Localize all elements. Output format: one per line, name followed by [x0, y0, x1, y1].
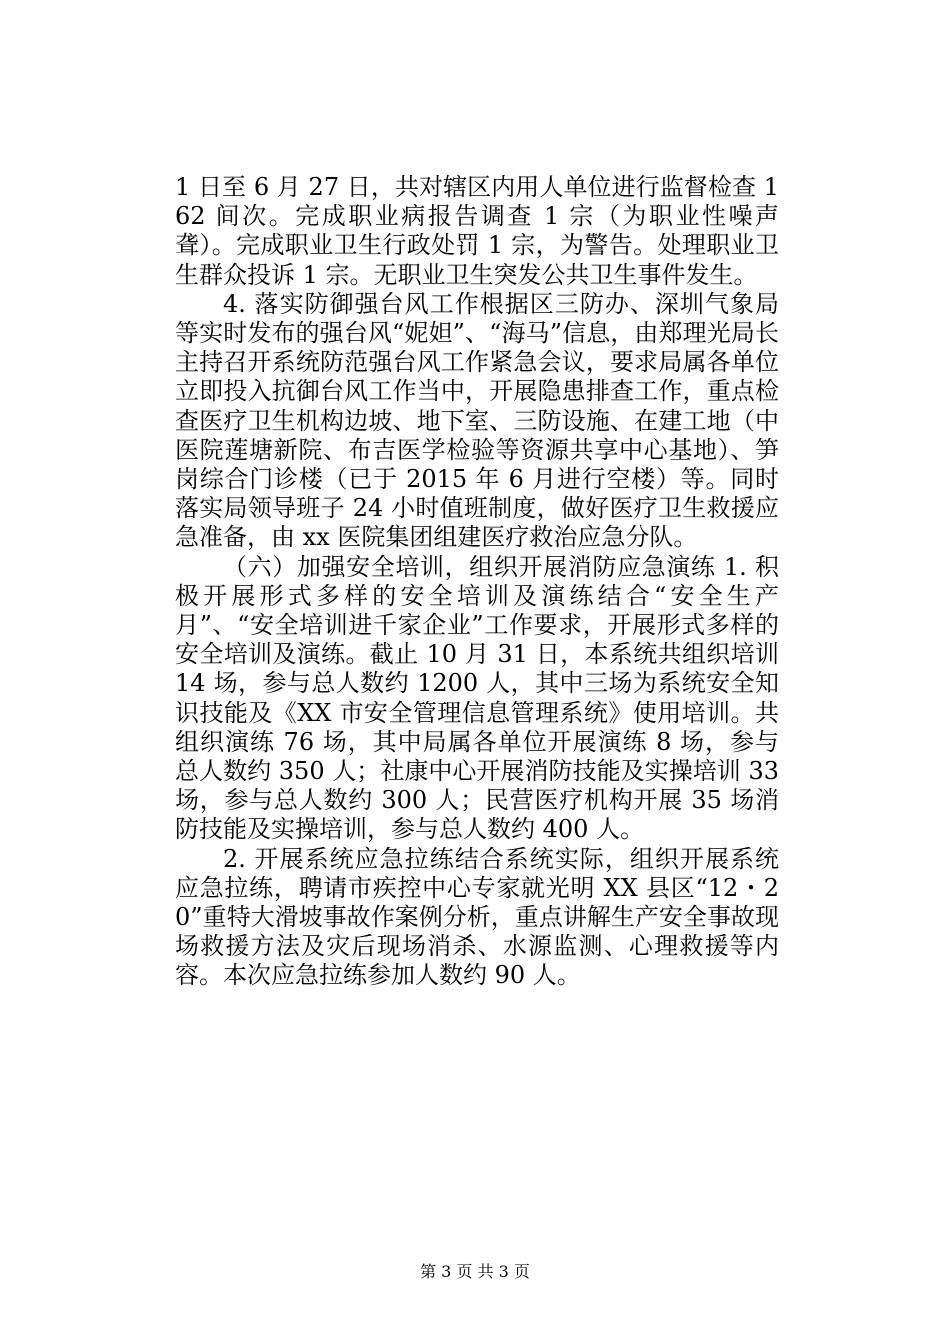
document-body — [175, 173, 779, 991]
paragraph-occupational-health: 1 日至 6 月 27 日，共对辖区内用人单位进行监督检查 162 间次。完成职业病报告调查 1 宗（为职业性噪声聋）。完成职业卫生行政处罚 1 宗，为警告。处理职业卫生群众投诉 1 宗。无职业卫生突发公共卫生事件发生。 — [175, 173, 779, 289]
page-number-footer: 第 3 页 共 3 页 — [420, 1262, 530, 1281]
paragraph-typhoon-defense: 4. 落实防御强台风工作根据区三防办、深圳气象局等实时发布的强台风“妮妲”、“海马”信息，由郑理光局长主持召开系统防范强台风工作紧急会议，要求局属各单位立即投入抗御台风工作当中，开展隐患排查工作，重点检查医疗卫生机构边坡、地下室、三防设施、在建工地（中医院莲塘新院、布吉医学检验等资源共享中心基地）、笋岗综合门诊楼（已于 2015 年 6 月进行空楼）等。同时落实局领导班子 24 小时值班制度，做好医疗卫生救援应急准备，由 xx 医院集团组建医疗救治应急分队。 — [175, 289, 779, 552]
paragraph-safety-training: （六）加强安全培训，组织开展消防应急演练 1. 积极开展形式多样的安全培训及演练结合“安全生产月”、“安全培训进千家企业”工作要求，开展形式多样的安全培训及演练。截止 10 月 31 日，本系统共组织培训 14 场，参与总人数约 1200 人，其中三场为系统安全知识技能及《XX 市安全管理信息管理系统》使用培训。共组织演练 76 场，其中局属各单位开展演练 8 场，参与总人数约 350 人；社康中心开展消防技能及实操培训 33 场，参与总人数约 300 人；民营医疗机构开展 35 场消防技能及实操培训，参与总人数约 400 人。 — [175, 552, 779, 844]
paragraph-emergency-drill: 2. 开展系统应急拉练结合系统实际，组织开展系统应急拉练，聘请市疾控中心专家就光明 XX 县区“12・20”重特大滑坡事故作案例分析，重点讲解生产安全事故现场救援方法及灾后现场消杀、水源监测、心理救援等内容。本次应急拉练参加人数约 90 人。 — [175, 844, 779, 990]
